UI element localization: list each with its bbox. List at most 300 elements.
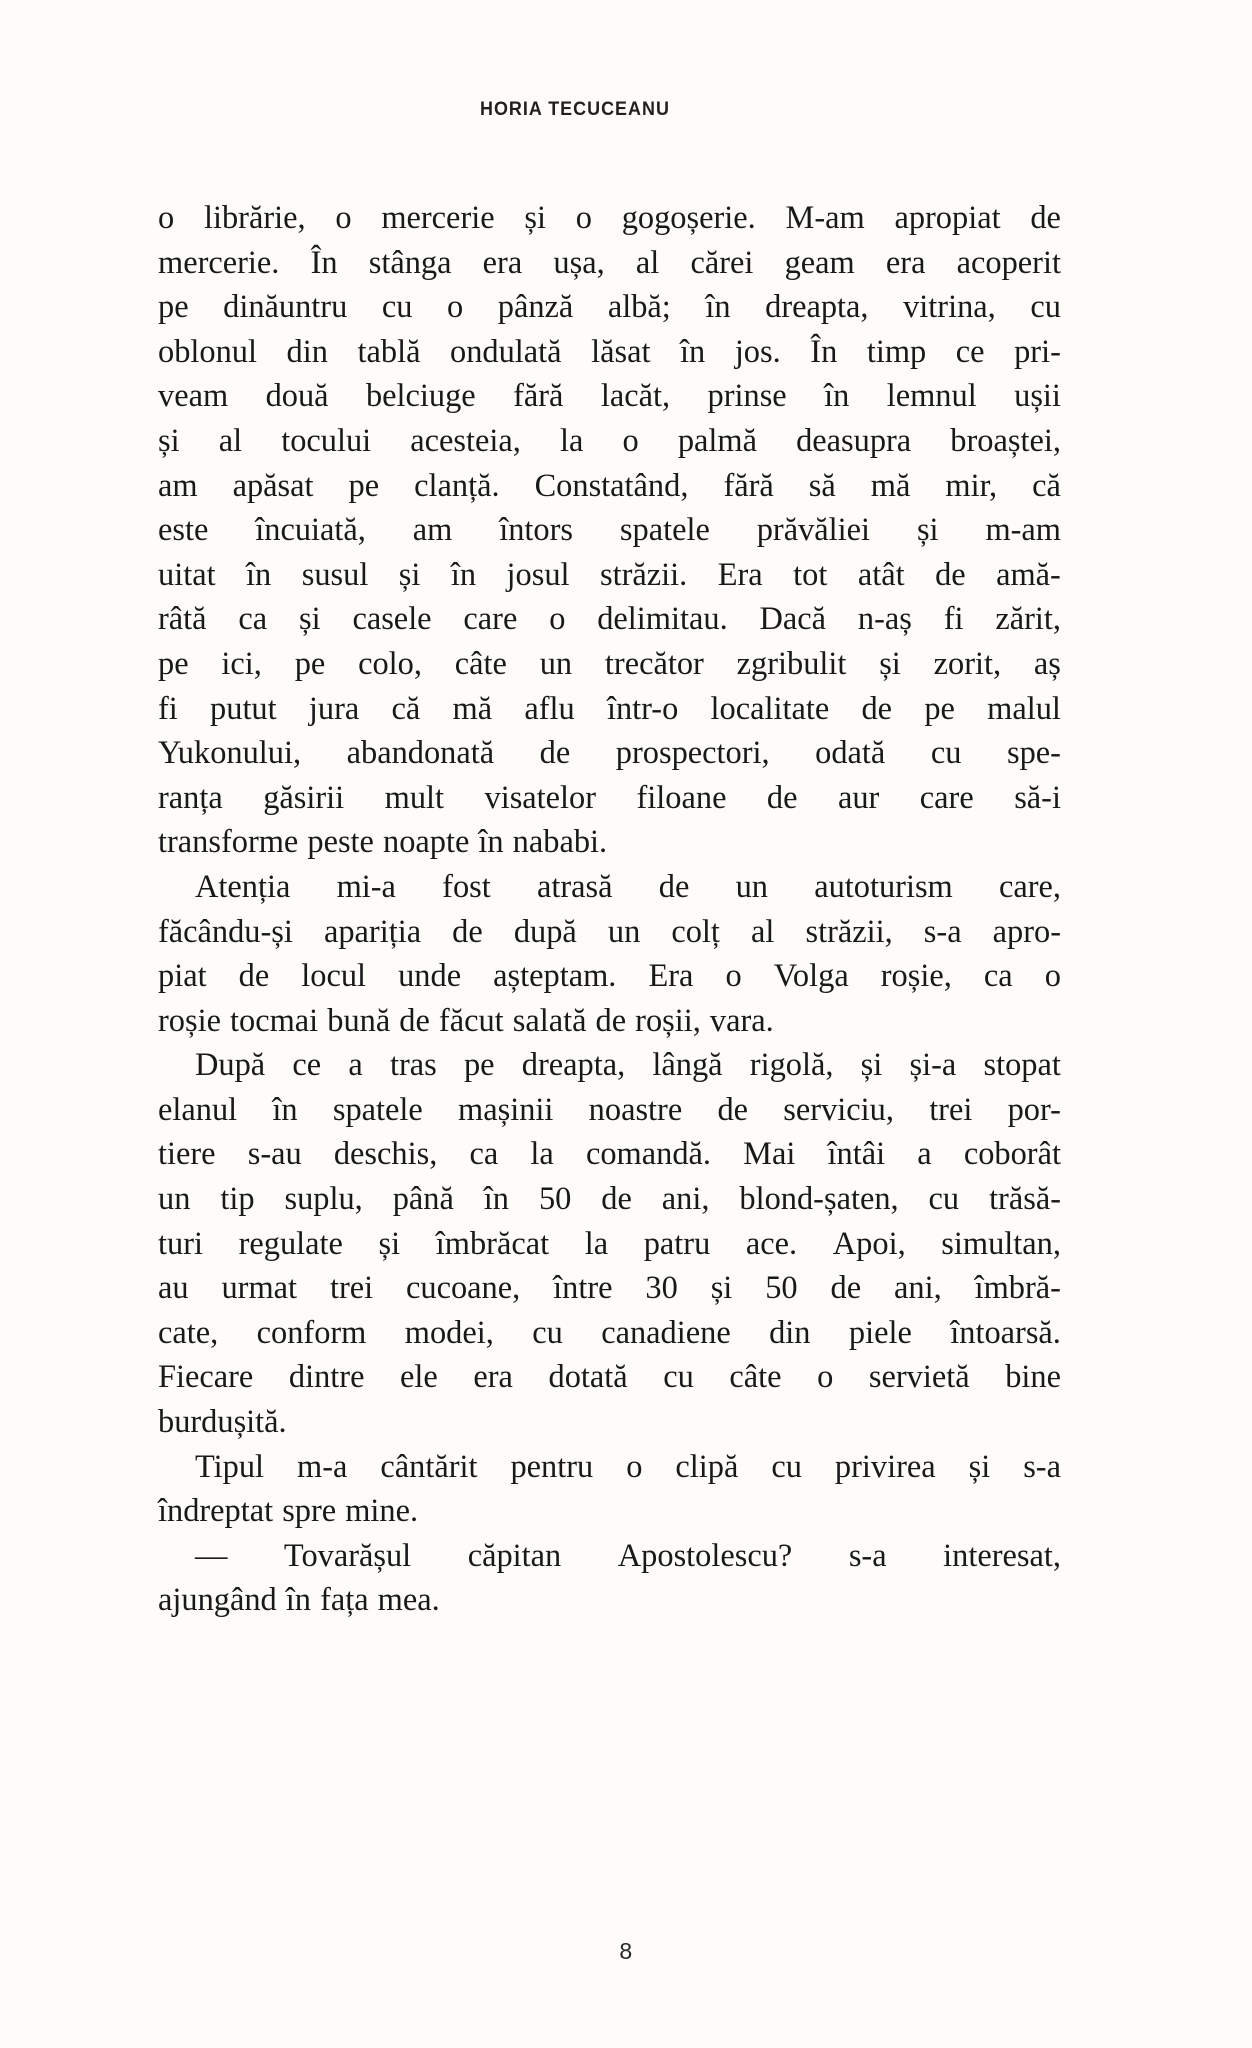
word: și-a [909, 1047, 957, 1084]
word: trecător [604, 645, 704, 682]
word: comandă. [585, 1136, 711, 1173]
text-line [158, 330, 1061, 375]
paragraph [158, 1534, 1061, 1623]
word: de [717, 1091, 749, 1128]
word: o [158, 200, 175, 236]
word: a [348, 1047, 363, 1084]
text-line [158, 419, 1061, 464]
word: care, [998, 868, 1061, 905]
word: Atenția [195, 868, 291, 905]
paragraph [158, 1445, 1061, 1534]
word: roșii, [635, 1002, 701, 1039]
word: apro- [992, 913, 1061, 950]
text-line [158, 1132, 1061, 1177]
word: de [601, 1181, 632, 1218]
paragraph [158, 865, 1061, 1043]
word: într-o [606, 690, 679, 727]
text-line [158, 776, 1061, 821]
word: dinăuntru [223, 289, 348, 326]
word: mea. [377, 1582, 440, 1619]
word: o [549, 601, 566, 638]
word: zgribulit [736, 645, 847, 682]
word: bună [327, 1002, 391, 1039]
word: și [378, 1225, 401, 1262]
word: 50 [538, 1181, 572, 1218]
text-line [158, 820, 1061, 865]
body-text-block [158, 196, 1061, 1623]
word: cu [930, 735, 962, 772]
word: o [817, 1359, 834, 1396]
word: de [830, 1270, 862, 1307]
word: zorit, [933, 645, 1002, 682]
word: un [158, 1181, 191, 1218]
text-line [158, 553, 1061, 598]
word: pe [158, 289, 189, 326]
word: jos. [734, 333, 781, 370]
text-line [158, 508, 1061, 553]
word: și [968, 1448, 991, 1485]
word: tocmai [230, 1002, 319, 1039]
word: după [513, 913, 577, 950]
text-line [158, 1043, 1061, 1088]
word: m-a [297, 1448, 348, 1485]
running-header-text: HORIA TECUCEANU [480, 98, 670, 120]
word: josul [506, 556, 570, 593]
word: întâi [827, 1136, 886, 1173]
word: pe [294, 645, 326, 682]
word: în [272, 1091, 298, 1128]
word: de [861, 690, 893, 727]
word: o [622, 422, 639, 459]
word: localitate [710, 690, 830, 727]
word: tocului [281, 422, 372, 459]
word: burdușită. [158, 1404, 287, 1441]
word: la [584, 1225, 609, 1262]
word: să-i [1014, 779, 1061, 816]
word: După [195, 1047, 266, 1084]
word: s-a [923, 913, 962, 950]
word: din [286, 333, 328, 370]
word: tip [220, 1181, 255, 1218]
word: Era [717, 556, 763, 593]
word: colț [671, 913, 720, 950]
word: veam [158, 378, 229, 415]
word: Tovarășul [283, 1537, 412, 1574]
word: urmat [221, 1270, 298, 1307]
text-line [158, 1088, 1061, 1133]
word: malul [987, 690, 1061, 727]
word: am [412, 512, 453, 549]
word: simultan, [941, 1225, 1061, 1262]
text-line [158, 954, 1061, 999]
word: găsirii [263, 779, 345, 816]
word: În [810, 333, 838, 370]
word: ajungând [158, 1582, 277, 1619]
word: cărei [690, 244, 754, 281]
word: întoarsă. [950, 1314, 1061, 1351]
word: cu [1030, 289, 1061, 326]
word: în [285, 1582, 311, 1619]
text-line [158, 1266, 1061, 1311]
word: trăsă- [989, 1181, 1061, 1218]
word: timp [866, 333, 927, 370]
word: pe [348, 467, 380, 504]
word: mi-a [336, 868, 396, 905]
word: Tipul [195, 1448, 265, 1485]
word: filoane [636, 779, 727, 816]
word: regulate [238, 1225, 343, 1262]
word: al [635, 244, 660, 281]
text-line [158, 910, 1061, 955]
word: unde [398, 958, 462, 995]
word: așteptam. [493, 958, 617, 995]
word: visatelor [484, 779, 597, 816]
word: că [391, 690, 421, 727]
word: M-am [785, 200, 865, 236]
word: câte [454, 645, 507, 682]
page-number [0, 1938, 1252, 1965]
word: suplu, [284, 1181, 363, 1218]
word: au [158, 1270, 189, 1307]
word: ușa, [553, 244, 605, 281]
word: încuiată, [255, 512, 366, 549]
word: spre [282, 1493, 337, 1530]
text-line [158, 1177, 1061, 1222]
word: mir, [945, 467, 998, 504]
word: tablă [357, 333, 421, 370]
text-line [158, 241, 1061, 286]
word: fără [723, 467, 774, 504]
paragraph [158, 196, 1061, 865]
text-line [158, 464, 1061, 509]
word: atrasă [537, 868, 613, 905]
word: odată [815, 735, 886, 772]
word: era [482, 244, 523, 281]
word: tiere [158, 1136, 216, 1173]
word: pe [158, 645, 189, 682]
word: apariția [323, 913, 422, 950]
word: ani, [661, 1181, 710, 1218]
word: n-aș [857, 601, 912, 638]
word: apăsat [232, 467, 314, 504]
text-line [158, 1311, 1061, 1356]
word: 30 [645, 1270, 678, 1307]
word: patru [643, 1225, 711, 1262]
word: spe- [1006, 735, 1061, 772]
word: în [705, 289, 731, 326]
word: un [539, 645, 573, 682]
word: de [452, 913, 483, 950]
word: dotată [548, 1359, 628, 1396]
word: lăsat [591, 333, 651, 370]
word: gogoșerie. [621, 200, 756, 236]
word: trei [929, 1091, 973, 1128]
text-line [158, 597, 1061, 642]
word: salată [512, 1002, 587, 1039]
word: clanță. [414, 467, 500, 504]
word: în [478, 824, 504, 861]
word: două [265, 378, 329, 415]
word: uitat [158, 556, 216, 593]
word: transforme [158, 824, 299, 861]
word: era [473, 1359, 513, 1396]
word: fi [943, 601, 964, 638]
word: elanul [158, 1091, 238, 1128]
word: aflu [524, 690, 575, 727]
word: modei, [404, 1314, 494, 1351]
word: o [725, 958, 742, 995]
word: de [595, 1002, 627, 1039]
word: stopat [983, 1047, 1061, 1084]
word: tot [793, 556, 828, 593]
word: pri- [1014, 333, 1061, 370]
word: și [860, 1047, 883, 1084]
page-number-text: 8 [619, 1938, 633, 1964]
word: abandonată [346, 735, 495, 772]
word: cu [771, 1448, 802, 1485]
word: acesteia, [410, 422, 521, 459]
word: ace. [745, 1225, 798, 1262]
text-line [158, 687, 1061, 732]
word: îmbră- [974, 1270, 1061, 1307]
word: la [530, 1136, 554, 1173]
word: cu [663, 1359, 694, 1396]
word: amă- [996, 556, 1061, 593]
word: cucoane, [406, 1270, 521, 1307]
word: apropiat [894, 200, 1001, 236]
word: canadiene [601, 1314, 731, 1351]
word: zărit, [995, 601, 1061, 638]
word: privirea [834, 1448, 936, 1485]
word: din [769, 1314, 811, 1351]
word: fost [442, 868, 491, 905]
word: în [824, 378, 850, 415]
word: mașinii [458, 1091, 554, 1128]
word: care [463, 601, 518, 638]
word: o [335, 200, 352, 236]
word: fața [320, 1582, 369, 1619]
word: și [158, 422, 180, 459]
word: ca [983, 958, 1013, 995]
word: și [299, 601, 321, 638]
word: acoperit [956, 244, 1061, 281]
word: de [399, 1002, 430, 1039]
word: deschis, [333, 1136, 438, 1173]
word: și [916, 512, 939, 549]
word: ranța [158, 779, 223, 816]
word: s-a [848, 1537, 887, 1574]
word: mercerie [381, 200, 495, 236]
word: roșie [158, 1002, 221, 1039]
word: serviciu, [783, 1091, 894, 1128]
word: ele [400, 1359, 438, 1396]
word: de [766, 779, 798, 816]
word: Constatând, [534, 467, 689, 504]
word: fi [158, 690, 178, 727]
word: o [1044, 958, 1061, 995]
word: ce [955, 333, 985, 370]
text-line [158, 642, 1061, 687]
text-line [158, 196, 1061, 241]
word: mă [870, 467, 911, 504]
word: lemnul [886, 378, 977, 415]
word: Apostolescu? [617, 1537, 793, 1574]
word: peste [307, 824, 374, 861]
word: o [446, 289, 464, 326]
word: delimitau. [597, 601, 728, 638]
word: o [575, 200, 592, 236]
word: și [879, 645, 901, 682]
text-line [158, 374, 1061, 419]
word: un [735, 868, 768, 905]
word: susul [301, 556, 369, 593]
word: deasupra [796, 422, 912, 459]
word: m-am [985, 512, 1061, 549]
word: — [195, 1537, 228, 1574]
word: interesat, [943, 1537, 1061, 1574]
text-line [158, 1445, 1061, 1490]
word: străzii. [600, 556, 688, 593]
text-line [158, 1534, 1061, 1579]
word: colo, [358, 645, 422, 682]
word: broaștei, [950, 422, 1061, 459]
word: cântărit [380, 1448, 478, 1485]
text-line [158, 285, 1061, 330]
word: Volga [773, 958, 849, 995]
word: era [885, 244, 926, 281]
word: a [917, 1136, 932, 1173]
word: clipă [675, 1448, 739, 1485]
word: mult [384, 779, 445, 816]
word: por- [1007, 1091, 1061, 1128]
text-line [158, 1489, 1061, 1534]
word: prăvăliei [756, 512, 871, 549]
word: pentru [510, 1448, 594, 1485]
word: cu [381, 289, 413, 326]
word: librărie, [203, 200, 306, 236]
word: s-au [247, 1136, 302, 1173]
word: conform [256, 1314, 367, 1351]
word: 50 [765, 1270, 798, 1307]
word: am [158, 467, 198, 504]
paragraph [158, 1043, 1061, 1444]
word: vara. [709, 1002, 774, 1039]
word: făcându-și [158, 913, 293, 950]
word: și [398, 556, 421, 593]
word: prinse [707, 378, 787, 415]
word: coborât [963, 1136, 1061, 1173]
word: pe [924, 690, 955, 727]
word: cu [532, 1314, 563, 1351]
word: fără [513, 378, 564, 415]
word: îmbrăcat [435, 1225, 550, 1262]
word: și [524, 200, 546, 236]
word: rigolă, [749, 1047, 834, 1084]
word: piele [848, 1314, 912, 1351]
word: locul [301, 958, 367, 995]
word: de [1030, 200, 1061, 236]
word: Dacă [759, 601, 827, 638]
word: al [218, 422, 243, 459]
word: să [808, 467, 836, 504]
word: în [450, 556, 477, 593]
word: între [553, 1270, 613, 1307]
word: ici, [221, 645, 262, 682]
word: de [539, 735, 571, 772]
word: mă [452, 690, 493, 727]
word: ca [469, 1136, 499, 1173]
word: noastre [588, 1091, 683, 1128]
word: spatele [332, 1091, 423, 1128]
word: cate, [158, 1314, 219, 1351]
word: ușii [1014, 378, 1061, 415]
word: Yukonului, [158, 735, 302, 772]
word: oblonul [158, 333, 257, 370]
word: stânga [368, 244, 452, 281]
word: geam [784, 244, 855, 281]
word: casele [352, 601, 432, 638]
word: al [751, 913, 775, 950]
word: spatele [619, 512, 710, 549]
word: de [935, 556, 966, 593]
word: este [158, 512, 209, 549]
word: străzii, [805, 913, 893, 950]
word: bine [1005, 1359, 1061, 1396]
word: dintre [288, 1359, 365, 1396]
word: vitrina, [903, 289, 996, 326]
word: râtă [158, 601, 207, 638]
word: roșie, [880, 958, 952, 995]
word: lângă [652, 1047, 723, 1084]
word: căpitan [467, 1537, 562, 1574]
word: dreapta, [765, 289, 869, 326]
word: aș [1033, 645, 1061, 682]
word: pe [463, 1047, 495, 1084]
word: blond-șaten, [739, 1181, 899, 1218]
running-header [158, 98, 1060, 128]
word: câte [729, 1359, 782, 1396]
word: servietă [868, 1359, 970, 1396]
word: mine. [345, 1493, 419, 1530]
text-line [158, 731, 1061, 776]
word: dreapta, [521, 1047, 626, 1084]
word: o [626, 1448, 643, 1485]
word: Era [648, 958, 694, 995]
word: în [680, 333, 706, 370]
word: mercerie. [158, 244, 280, 281]
word: piat [158, 958, 207, 995]
word: autoturism [814, 868, 953, 905]
word: lacăt, [600, 378, 671, 415]
word: În [310, 244, 338, 281]
word: și [710, 1270, 733, 1307]
word: noapte [383, 824, 470, 861]
text-line [158, 1400, 1061, 1445]
word: s-a [1023, 1448, 1061, 1485]
word: jura [308, 690, 360, 727]
word: ani, [894, 1270, 942, 1307]
word: atât [857, 556, 905, 593]
word: belciuge [365, 378, 476, 415]
text-line [158, 865, 1061, 910]
word: aur [837, 779, 880, 816]
word: care [919, 779, 974, 816]
word: pânză [497, 289, 574, 326]
word: putut [210, 690, 277, 727]
text-line [158, 1355, 1061, 1400]
word: în [246, 556, 272, 593]
word: trei [329, 1270, 374, 1307]
